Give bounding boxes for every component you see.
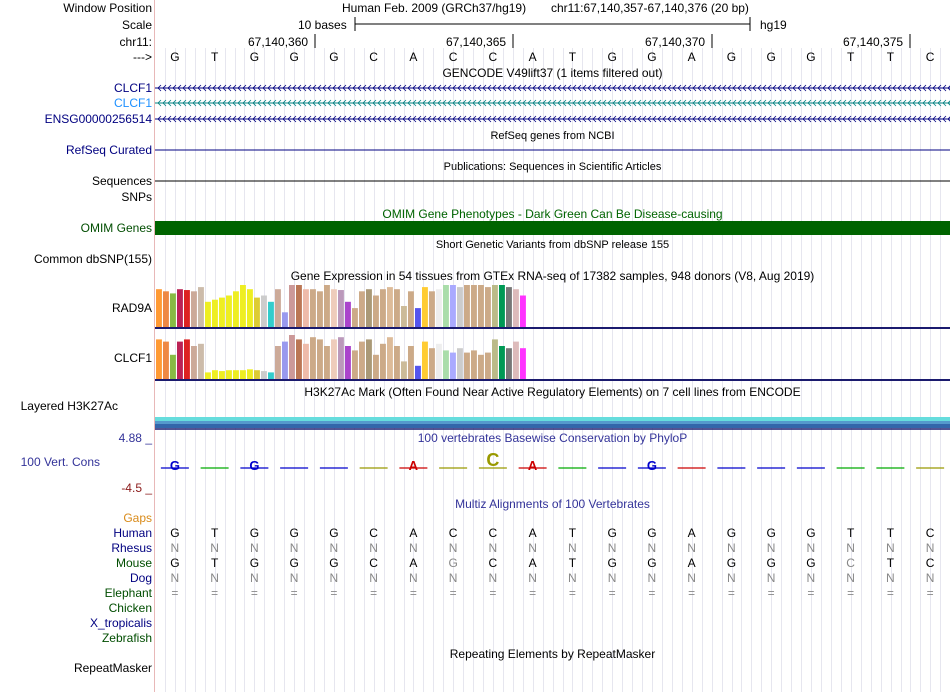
rhesus-base: N <box>886 541 895 555</box>
gtex-clcf1-bar <box>450 353 456 379</box>
dog-base: N <box>886 571 895 585</box>
ruler-tick-4: 67,140,375 <box>843 35 904 49</box>
reference-base: A <box>409 50 418 64</box>
gtex-clcf1-bar <box>191 346 197 379</box>
gtex-rad9a-bar <box>394 289 400 327</box>
gtex-rad9a-bar <box>443 285 449 327</box>
gtex-track-title: Gene Expression in 54 tissues from GTEx RNA-seq of 17382 samples, 948 donors (V8, Aug 2019) <box>290 269 815 283</box>
dog-base: N <box>488 571 498 585</box>
conservation-min-label: -4.5 _ <box>121 481 152 495</box>
track-label-clcf1-a[interactable]: CLCF1 <box>113 81 152 95</box>
gtex-rad9a-bar <box>478 285 484 327</box>
rhesus-base: N <box>528 541 537 555</box>
dog-base: N <box>170 571 180 585</box>
elephant-base: = <box>727 586 735 600</box>
mouse-base: C <box>846 556 855 570</box>
gtex-rad9a-bar <box>457 287 463 327</box>
reference-base: T <box>210 50 219 64</box>
track-label-conservation[interactable]: 100 Vert. Cons <box>20 455 100 469</box>
gtex-clcf1-bar <box>408 346 414 379</box>
gtex-rad9a-bar <box>331 289 337 327</box>
gtex-rad9a-bar <box>338 290 344 327</box>
elephant-base: = <box>807 586 815 600</box>
h3k27ac-layer-3 <box>155 424 950 428</box>
gtex-clcf1-bar <box>471 350 477 379</box>
gtex-clcf1-bar <box>499 346 505 379</box>
mouse-base: T <box>886 556 895 570</box>
dog-base: N <box>369 571 378 585</box>
gtex-rad9a-bar <box>464 285 470 327</box>
dog-base: N <box>289 571 299 585</box>
gtex-rad9a-bar <box>387 287 393 327</box>
species-label[interactable]: Chicken <box>108 601 152 615</box>
gtex-rad9a-bar <box>261 296 267 328</box>
h3k27ac-track-title: H3K27Ac Mark (Often Found Near Active Regulatory Elements) on 7 cell lines from ENCODE <box>304 385 801 399</box>
gtex-rad9a-bar <box>485 287 491 327</box>
gtex-rad9a-bar <box>359 291 365 327</box>
elephant-base: = <box>529 586 537 600</box>
gtex-rad9a-bar <box>520 296 526 328</box>
elephant-base: = <box>330 586 338 600</box>
gtex-rad9a-bar <box>429 291 435 327</box>
elephant-base: = <box>688 586 696 600</box>
human-base: T <box>568 526 577 540</box>
rhesus-base: N <box>409 541 418 555</box>
gtex-clcf1-bar <box>170 355 176 379</box>
rhesus-base: N <box>607 541 617 555</box>
track-label-sequences[interactable]: Sequences <box>91 174 152 188</box>
elephant-base: = <box>608 586 616 600</box>
window-position-label: Window Position <box>63 1 152 15</box>
gtex-clcf1-bar <box>464 353 470 379</box>
rhesus-base: N <box>329 541 339 555</box>
gtex-clcf1-bar <box>268 372 274 379</box>
reference-base: G <box>806 50 816 64</box>
phylop-letter: G <box>249 458 260 473</box>
dog-base: N <box>448 571 458 585</box>
omim-track-title: OMIM Gene Phenotypes - Dark Green Can Be Disease-causing <box>382 207 723 221</box>
track-label-ensg[interactable]: ENSG00000256514 <box>44 112 152 126</box>
elephant-base: = <box>409 586 417 600</box>
gtex-clcf1-bar <box>401 361 407 379</box>
phylop-letter: C <box>486 450 500 470</box>
track-label-dbsnp[interactable]: Common dbSNP(155) <box>33 252 152 266</box>
dbsnp-track-title: Short Genetic Variants from dbSNP release 155 <box>435 239 670 251</box>
window-position-value: chr11:67,140,357-67,140,376 (20 bp) <box>551 1 749 15</box>
elephant-base: = <box>648 586 656 600</box>
gtex-clcf1-bar <box>219 371 225 379</box>
gtex-rad9a-bar <box>254 298 260 327</box>
track-labels-panel <box>0 0 154 692</box>
dog-base: N <box>647 571 657 585</box>
gtex-rad9a-bar <box>303 289 309 327</box>
gtex-clcf1-bar <box>296 339 302 379</box>
species-label[interactable]: Human <box>113 526 152 540</box>
reference-base: G <box>289 50 299 64</box>
gtex-clcf1-bar <box>261 371 267 379</box>
dog-base: N <box>409 571 418 585</box>
dog-base: N <box>727 571 736 585</box>
dog-base: N <box>528 571 537 585</box>
phylop-letter: A <box>408 458 419 473</box>
dog-base: N <box>210 571 219 585</box>
human-base: G <box>647 526 657 540</box>
rhesus-base: N <box>925 541 935 555</box>
gtex-clcf1-bar <box>380 344 386 379</box>
mouse-base: C <box>488 556 498 570</box>
gtex-clcf1-bar <box>429 348 435 379</box>
h3k27ac-layer-1 <box>155 417 950 421</box>
gtex-rad9a-bar <box>205 302 211 327</box>
track-label-snps[interactable]: SNPs <box>121 190 152 204</box>
refseq-track-title: RefSeq genes from NCBI <box>490 130 615 142</box>
h3k27ac-layer-2 <box>155 421 950 424</box>
mouse-base: T <box>568 556 577 570</box>
dog-base: N <box>687 571 696 585</box>
track-label-repeatmasker[interactable]: RepeatMasker <box>73 661 152 675</box>
gtex-clcf1-bar <box>478 355 484 379</box>
gtex-clcf1-bar <box>492 339 498 379</box>
gtex-rad9a-bar <box>499 285 505 327</box>
gtex-rad9a-bar <box>219 298 225 327</box>
reference-base: A <box>528 50 537 64</box>
elephant-base: = <box>847 586 855 600</box>
mouse-base: A <box>409 556 418 570</box>
gtex-clcf1-bar <box>163 342 169 379</box>
human-base: T <box>846 526 855 540</box>
gencode-track-title: GENCODE V49lift37 (1 items filtered out) <box>442 66 663 80</box>
gtex-rad9a-bar <box>275 289 281 327</box>
track-label-gaps[interactable]: Gaps <box>123 511 152 525</box>
elephant-base: = <box>370 586 378 600</box>
gtex-rad9a-bar <box>247 289 253 327</box>
reference-base: C <box>369 50 378 64</box>
reference-base: G <box>766 50 776 64</box>
mouse-base: G <box>329 556 339 570</box>
elephant-base: = <box>449 586 457 600</box>
gtex-rad9a-bar <box>373 296 379 328</box>
gtex-rad9a-bar <box>408 291 414 327</box>
gtex-rad9a-bar <box>317 291 323 327</box>
gtex-clcf1-bar <box>205 372 211 379</box>
mouse-base: G <box>607 556 617 570</box>
track-label-h3k27ac[interactable]: Layered H3K27Ac <box>20 399 118 413</box>
reference-base: G <box>170 50 180 64</box>
gtex-clcf1-bar <box>443 350 449 379</box>
elephant-base: = <box>171 586 179 600</box>
rhesus-base: N <box>170 541 180 555</box>
mouse-base: A <box>687 556 696 570</box>
gtex-rad9a-bar <box>352 308 358 327</box>
reference-base: T <box>568 50 577 64</box>
gtex-rad9a-bar <box>380 289 386 327</box>
gtex-rad9a-bar <box>492 285 498 327</box>
gtex-rad9a-bar <box>184 290 190 327</box>
track-label-clcf1-b[interactable]: CLCF1 <box>113 96 152 110</box>
gtex-clcf1-bar <box>247 369 253 379</box>
human-base: C <box>448 526 458 540</box>
track-label-omim[interactable]: OMIM Genes <box>80 221 152 235</box>
scale-text: 10 bases <box>298 18 347 32</box>
phylop-letter: A <box>527 458 538 473</box>
reference-base: G <box>647 50 657 64</box>
gtex-clcf1-bar <box>415 366 421 379</box>
gtex-clcf1-bar <box>317 339 323 379</box>
human-base: G <box>170 526 180 540</box>
gtex-clcf1-bar <box>520 348 526 379</box>
rhesus-base: N <box>766 541 776 555</box>
gtex-rad9a-bar <box>163 291 169 327</box>
gtex-rad9a-bar <box>506 287 512 327</box>
species-label[interactable]: Elephant <box>104 586 152 600</box>
gtex-rad9a-bar <box>282 312 288 327</box>
reference-base: G <box>329 50 339 64</box>
dog-base: N <box>250 571 259 585</box>
multiz-track-title: Multiz Alignments of 100 Vertebrates <box>455 497 650 511</box>
mouse-base: A <box>528 556 537 570</box>
human-base: C <box>488 526 498 540</box>
reference-base: T <box>886 50 895 64</box>
mouse-base: G <box>249 556 260 570</box>
mouse-base: G <box>170 556 180 570</box>
ruler-tick-1: 67,140,360 <box>248 35 309 49</box>
reference-base: G <box>726 50 737 64</box>
elephant-base: = <box>767 586 775 600</box>
elephant-base: = <box>489 586 497 600</box>
gtex-clcf1-bar <box>275 346 281 379</box>
gtex-clcf1-bar <box>226 370 232 379</box>
gtex-rad9a-bar <box>226 296 232 328</box>
dog-base: N <box>766 571 776 585</box>
gtex-clcf1-bar <box>352 350 358 379</box>
reference-base: C <box>448 50 458 64</box>
gtex-rad9a-bar <box>401 306 407 327</box>
rhesus-base: N <box>568 541 577 555</box>
gtex-clcf1-bar <box>422 342 428 379</box>
gtex-clcf1-bar <box>282 342 288 379</box>
track-label-rad9a[interactable]: RAD9A <box>111 301 152 315</box>
dog-base: N <box>806 571 816 585</box>
gtex-clcf1-bar <box>457 348 463 379</box>
mouse-base: T <box>210 556 219 570</box>
gtex-clcf1-bar <box>394 346 400 379</box>
assembly-title: Human Feb. 2009 (GRCh37/hg19) <box>342 1 527 15</box>
mouse-base: G <box>448 556 458 570</box>
scale-label: Scale <box>121 18 152 32</box>
rhesus-base: N <box>727 541 736 555</box>
human-base: G <box>329 526 339 540</box>
gtex-rad9a-bar <box>324 285 330 327</box>
gtex-rad9a-bar <box>170 293 176 327</box>
gtex-clcf1-bar <box>184 339 190 379</box>
omim-bar <box>155 221 950 235</box>
conservation-max-label: 4.88 _ <box>118 431 152 445</box>
mouse-base: G <box>289 556 299 570</box>
gtex-clcf1-bar <box>240 370 246 379</box>
elephant-base: = <box>886 586 894 600</box>
rhesus-base: N <box>250 541 259 555</box>
gtex-clcf1-bar <box>513 342 519 379</box>
chr-label: chr11: <box>119 35 152 49</box>
gtex-rad9a-bar <box>233 291 239 327</box>
species-label[interactable]: Rhesus <box>111 541 152 555</box>
gtex-rad9a-bar <box>422 287 428 327</box>
phylop-letter: G <box>169 458 180 473</box>
gtex-rad9a-bar <box>436 289 442 327</box>
rhesus-base: N <box>289 541 299 555</box>
gtex-clcf1-bar <box>177 342 183 379</box>
species-label[interactable]: Dog <box>129 571 152 585</box>
mouse-base: C <box>925 556 935 570</box>
elephant-base: = <box>926 586 934 600</box>
reference-base: C <box>925 50 935 64</box>
gtex-rad9a-bar <box>212 300 218 327</box>
gtex-rad9a-bar <box>296 285 302 327</box>
dog-base: N <box>846 571 855 585</box>
dog-base: N <box>568 571 577 585</box>
rhesus-base: N <box>210 541 219 555</box>
gtex-rad9a-bar <box>345 302 351 327</box>
gtex-clcf1-bar <box>366 339 372 379</box>
human-base: C <box>925 526 935 540</box>
gtex-rad9a-bar <box>289 285 295 327</box>
gtex-rad9a-bar <box>415 308 421 327</box>
rhesus-base: N <box>846 541 855 555</box>
scale-db: hg19 <box>760 18 787 32</box>
rhesus-base: N <box>448 541 458 555</box>
gtex-rad9a-bar <box>240 285 246 327</box>
human-base: T <box>886 526 895 540</box>
ruler-tick-2: 67,140,365 <box>446 35 507 49</box>
gtex-clcf1-bar <box>233 370 239 379</box>
gtex-clcf1-bar <box>324 346 330 379</box>
gtex-rad9a-bar <box>471 285 477 327</box>
gtex-clcf1-bar <box>254 370 260 379</box>
gtex-rad9a-bar <box>268 302 274 327</box>
gtex-rad9a-bar <box>156 289 162 327</box>
reference-base: G <box>607 50 617 64</box>
gtex-rad9a-bar <box>191 291 197 327</box>
human-base: A <box>687 526 696 540</box>
gtex-clcf1-bar <box>198 344 204 379</box>
strand-arrow-label: ---> <box>133 50 152 64</box>
species-label[interactable]: Mouse <box>115 556 152 570</box>
rhesus-base: N <box>647 541 657 555</box>
gtex-rad9a-bar <box>450 285 456 327</box>
gtex-rad9a-bar <box>366 289 372 327</box>
rhesus-base: N <box>369 541 378 555</box>
elephant-base: = <box>250 586 258 600</box>
human-base: A <box>409 526 418 540</box>
human-base: G <box>289 526 299 540</box>
ruler-tick-3: 67,140,370 <box>645 35 706 49</box>
gtex-clcf1-bar <box>338 337 344 379</box>
gtex-clcf1-bar <box>289 335 295 379</box>
gtex-rad9a-bar <box>198 287 204 327</box>
reference-base: C <box>488 50 498 64</box>
gtex-clcf1-bar <box>331 339 337 379</box>
track-image-panel[interactable] <box>155 0 950 692</box>
publications-track-title: Publications: Sequences in Scientific Articles <box>443 161 662 173</box>
reference-base: T <box>846 50 855 64</box>
elephant-base: = <box>568 586 576 600</box>
human-base: G <box>766 526 776 540</box>
reference-base: G <box>249 50 260 64</box>
gtex-rad9a-bar <box>177 289 183 327</box>
gtex-clcf1-bar <box>485 353 491 379</box>
gtex-clcf1-bar <box>156 339 162 379</box>
gtex-clcf1-bar <box>212 370 218 379</box>
mouse-base: G <box>647 556 657 570</box>
mouse-base: G <box>766 556 776 570</box>
rhesus-base: N <box>687 541 696 555</box>
track-graphics <box>155 0 950 692</box>
gtex-clcf1-bar <box>359 342 365 379</box>
gtex-rad9a-bar <box>513 289 519 327</box>
dog-base: N <box>925 571 935 585</box>
human-base: A <box>528 526 537 540</box>
mouse-base: G <box>726 556 737 570</box>
rhesus-base: N <box>488 541 498 555</box>
human-base: C <box>369 526 378 540</box>
mouse-base: G <box>806 556 816 570</box>
reference-base: A <box>687 50 696 64</box>
dog-base: N <box>607 571 617 585</box>
gtex-clcf1-bar <box>303 344 309 379</box>
track-label-refseq[interactable]: RefSeq Curated <box>65 143 152 157</box>
repeatmasker-track-title: Repeating Elements by RepeatMasker <box>449 647 656 661</box>
elephant-base: = <box>211 586 219 600</box>
gtex-clcf1-bar <box>387 337 393 379</box>
mouse-base: C <box>369 556 378 570</box>
gtex-clcf1-bar <box>436 344 442 379</box>
phylop-track-title: 100 vertebrates Basewise Conservation by PhyloP <box>417 431 688 445</box>
species-label[interactable]: X_tropicalis <box>89 616 152 630</box>
gtex-rad9a-bar <box>310 289 316 327</box>
species-label[interactable]: Zebrafish <box>101 631 152 645</box>
human-base: G <box>249 526 260 540</box>
gtex-clcf1-bar <box>373 355 379 379</box>
dog-base: N <box>329 571 339 585</box>
gtex-clcf1-bar <box>310 337 316 379</box>
track-label-clcf1-gtex[interactable]: CLCF1 <box>113 351 152 365</box>
rhesus-base: N <box>806 541 816 555</box>
gtex-clcf1-bar <box>345 346 351 379</box>
gtex-clcf1-bar <box>506 348 512 379</box>
human-base: G <box>607 526 617 540</box>
human-base: T <box>210 526 219 540</box>
phylop-letter: G <box>646 458 657 473</box>
human-base: G <box>726 526 737 540</box>
human-base: G <box>806 526 816 540</box>
elephant-base: = <box>290 586 298 600</box>
